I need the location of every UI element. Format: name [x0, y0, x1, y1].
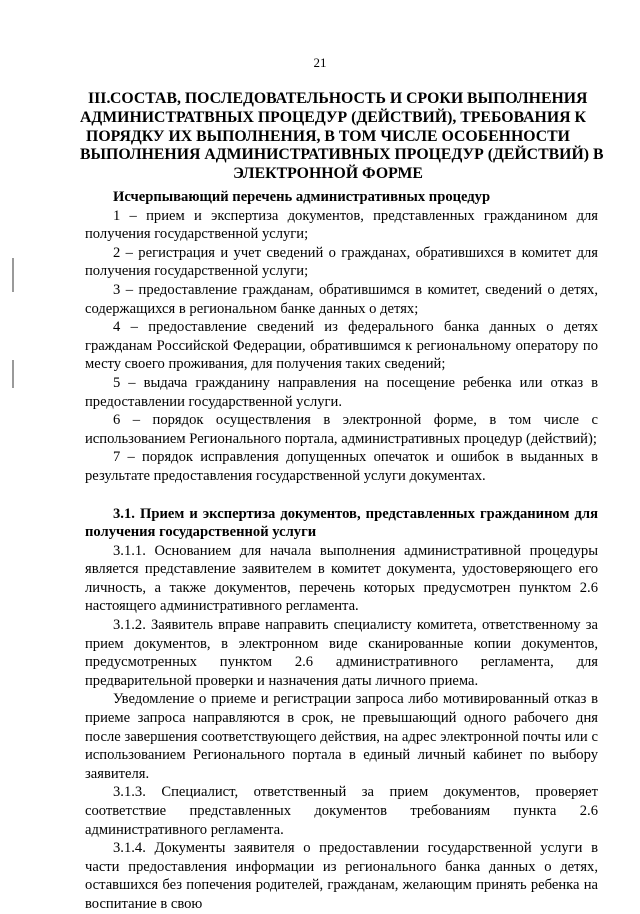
procedure-item: 2 – регистрация и учет сведений о гражданах, обратившихся в комитет для получения государственной услуги; [85, 244, 598, 280]
paragraph: 3.1.1. Основанием для начала выполнения административной процедуры является представление заявителем в комитет документа, удостоверяющего его личность, а также документов, перечень которых предусмотрен пунктом 2.6 настоящего административного регламента. [85, 542, 598, 615]
scan-margin-mark [12, 360, 14, 388]
section-title-line: АДМИНИСТРАТВНЫХ ПРОЦЕДУР (ДЕЙСТВИЙ), ТРЕБОВАНИЯ К [80, 108, 586, 126]
scan-margin-mark [12, 258, 14, 292]
list-heading: Исчерпывающий перечень административных процедур [113, 189, 491, 205]
procedure-item: 1 – прием и экспертиза документов, представленных гражданином для получения государственной услуги; [85, 207, 598, 243]
paragraph: 3.1.2. Заявитель вправе направить специалисту комитета, ответственному за прием документов, в электронном виде сканированные копии документов, предусмотренных пунктом 2.6 административного регламента, для предварительной проверки и назначения даты личного приема. [85, 617, 598, 689]
page-number: 21 [313, 55, 327, 70]
paragraph: 3.1.3. Специалист, ответственный за прием документов, проверяет соответствие представленных документов требованиям пункта 2.6 административного регламента. [85, 784, 598, 838]
section-title-line: СОСТАВ, ПОСЛЕДОВАТЕЛЬНОСТЬ И СРОКИ ВЫПОЛНЕНИЯ [110, 90, 588, 107]
section-title-line: ПОРЯДКУ ИХ ВЫПОЛНЕНИЯ, В ТОМ ЧИСЛЕ ОСОБЕННОСТИ [86, 127, 570, 145]
section-heading [80, 90, 604, 184]
procedure-item: 7 – порядок исправления допущенных опечаток и ошибок в выданных в результате предоставления государственной услуги документах. [85, 449, 598, 484]
section-title-line: ЭЛЕКТРОННОЙ ФОРМЕ [233, 165, 423, 183]
paragraph: Уведомление о приеме и регистрации запроса либо мотивированный отказ в приеме запроса направляются в срок, не превышающий одного рабочего дня после завершения соответствующего действия, на адрес электронной почты или с использованием Регионального портала в единый личный кабинет по выбору заявителя. [85, 691, 598, 782]
procedure-item: 5 – выдача гражданину направления на посещение ребенка или отказ в предоставлении государственной услуги. [85, 374, 598, 410]
section-title-line: ВЫПОЛНЕНИЯ АДМИНИСТРАТИВНЫХ ПРОЦЕДУР (ДЕЙСТВИЙ) В [80, 146, 604, 164]
section-roman-numeral: III. [88, 90, 111, 107]
procedure-item: 6 – порядок осуществления в электронной форме, в том числе с использованием Регионального портала, административных процедур (действий); [85, 412, 598, 447]
subsection-heading: 3.1. Прием и экспертиза документов, представленных гражданином для получения государственной услуги [85, 505, 598, 541]
procedure-item: 4 – предоставление сведений из федерального банка данных о детях гражданам Российской Федерации, обратившимся к региональному оператору по месту своего проживания, для получения таких сведений; [85, 319, 598, 373]
paragraph: 3.1.4. Документы заявителя о предоставлении государственной услуги в части предоставления информации из регионального банка данных о детях, оставшихся без попечения родителей, гражданам, желающим принять ребенка на воспитание в свою [85, 840, 598, 912]
procedure-item: 3 – предоставление гражданам, обратившимся в комитет, сведений о детях, содержащихся в региональном банке данных о детях; [85, 281, 598, 317]
document-body [85, 188, 598, 914]
